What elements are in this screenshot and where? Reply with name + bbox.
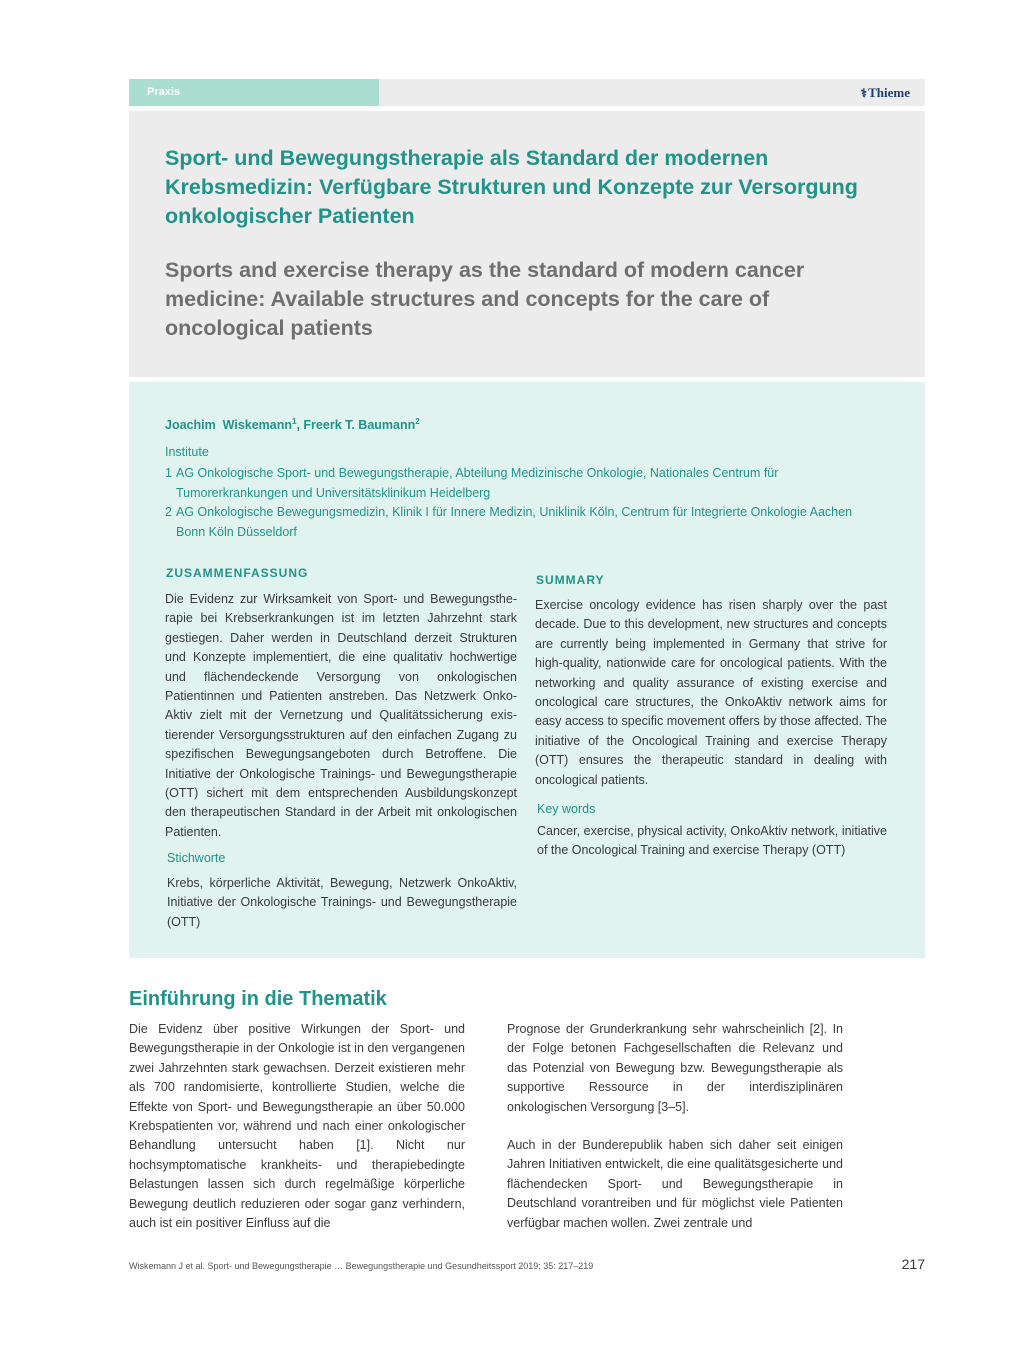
author-name: Freerk T. Baumann (303, 418, 416, 433)
author-name: Joachim Wiskemann (165, 418, 293, 433)
author-separator: , (296, 418, 304, 433)
institute-item (165, 464, 865, 503)
title-german: Sport- und Bewegungstherapie als Standard der modernen Krebsmedizin: Verfügbare Strukturen und Konzepte zur Versorgung onkologischer Patienten (165, 146, 858, 228)
section-label: Praxis (129, 79, 379, 106)
stichworte-heading: Stichworte (167, 851, 226, 865)
zusammenfassung-heading: ZUSAMMENFASSUNG (166, 566, 309, 580)
footer-citation: Wiskemann J et al. Sport- und Bewegungstherapie … Bewegungstherapie und Gesundheitssport 2019; 35: 217–219 (129, 1261, 594, 1271)
title-english: Sports and exercise therapy as the standard of modern cancer medicine: Available structures and concepts for the care of oncological patients (165, 258, 805, 340)
thieme-emblem-icon: ⚕ (860, 86, 868, 100)
institute-item (165, 503, 865, 542)
body-column-2-paragraph-2: Auch in der Bunderepublik haben sich daher seit einigen Jahren Initiativen entwickelt, die eine qualitätsgesicherte und flächendecken Sport- und Bewegungstherapie in Deutschland vorantreiben und für möglichst viele Patienten verfügbar machen wollen. Zwei zentrale und (507, 1138, 843, 1230)
publisher-logo (861, 79, 910, 106)
body-column-1: Die Evidenz über positive Wirkungen der Sport- und Bewegungstherapie in der Onkologie ist in den vergangenen zwei Jahrzehnten stark gewachsen. Derzeit existieren mehr als 700 randomisierte, kontrollierte Studien, welche die Effekte von Sport- und Bewegungstherapie an über 50.000 Krebspatienten vor, während und nach einer onkologischer Behandlung untersucht haben [1]. Nicht nur hochsymptomatische krankheits- und therapiebedingte Belastungen lassen sich durch regelmäßige körperliche Bewegung deutlich reduzieren oder sogar ganz verhindern, auch ist ein positiver Einfluss auf die (129, 1022, 465, 1231)
institute-text: AG Onkologische Bewegungsmedizin, Klinik I für Innere Medizin, Uniklinik Köln, Centrum für Integrierte Onkologie Aachen Bonn Köln Düsseldorf (176, 505, 853, 539)
summary-text: Exercise oncology evidence has risen sharply over the past decade. Due to this development, new structures and concepts are currently being implemented in Germany that strive for high-quality, nationwide care for oncological patients. With the networking and quality assurance of existing exercise and oncological care structures, the OnkoAktiv network aims for easy access to specific movement offers by those affected. The initiative of the Oncological Training and exercise Therapy (OTT) ensures the therapeutic standard in dealing with oncological patients. (535, 598, 887, 787)
summary-heading: SUMMARY (536, 573, 605, 587)
publisher-logo-text: Thieme (868, 85, 910, 100)
institute-number: 1 (165, 466, 172, 480)
abstract-box (129, 382, 925, 958)
keywords-text: Cancer, exercise, physical activity, OnkoAktiv network, initiative of the Oncological Training and exercise Therapy (OTT) (537, 824, 887, 858)
section-heading: Einführung in die Thematik (129, 988, 387, 1010)
title-box (129, 111, 925, 377)
keywords-heading: Key words (537, 802, 596, 816)
institutes-heading: Institute (165, 445, 209, 459)
author-affiliation-mark: 2 (415, 417, 420, 426)
institute-number: 2 (165, 505, 172, 519)
institute-text: AG Onkologische Sport- und Bewegungstherapie, Abteilung Medizinische Onkologie, Nationales Centrum für Tumorerkrankungen und Universitätsklinikum Heidelberg (176, 466, 779, 500)
author-list (165, 417, 420, 432)
stichworte-text: Krebs, körperliche Aktivität, Bewegung, Netzwerk OnkoAktiv, Initiative der Onkologische Trainings- und Bewegungstherapie (OTT) (167, 876, 517, 929)
body-column-2-paragraph-1: Prognose der Grunderkrankung sehr wahrscheinlich [2]. In der Folge betonen Fachgesellschaften die Relevanz und das Potenzial von Bewegung bzw. Bewegungstherapie als supportive Ressource in der interdisziplinären onkologischen Versorgung [3–5]. (507, 1022, 843, 1114)
journal-header-bar (129, 79, 925, 106)
page-number: 217 (901, 1256, 925, 1272)
author-affiliation-mark: 1 (292, 417, 297, 426)
zusammenfassung-text: Die Evidenz zur Wirksamkeit von Sport- und Bewegungstherapie bei Krebserkrankungen ist im letzten Jahrzehnt stark gestiegen. Daher werden in Deutschland derzeit Strukturen und Konzepte implementiert, die eine qualitativ hochwertige und flächendeckende Versorgung von onkologischen Patientinnen und Patienten anstreben. Das Netzwerk OnkoAktiv zielt mit der Vernetzung und Qualitätssicherung existierender Versorgungsstrukturen auf den einfachen Zugang zu spezifischen Bewegungsangeboten durch Betroffene. Die Initiative der Onkologische Trainings- und Bewegungstherapie (OTT) sichert mit dem entsprechenden Ausbildungskonzept den therapeutischen Standard in der Arbeit mit onkologischen Patienten. (165, 592, 517, 839)
